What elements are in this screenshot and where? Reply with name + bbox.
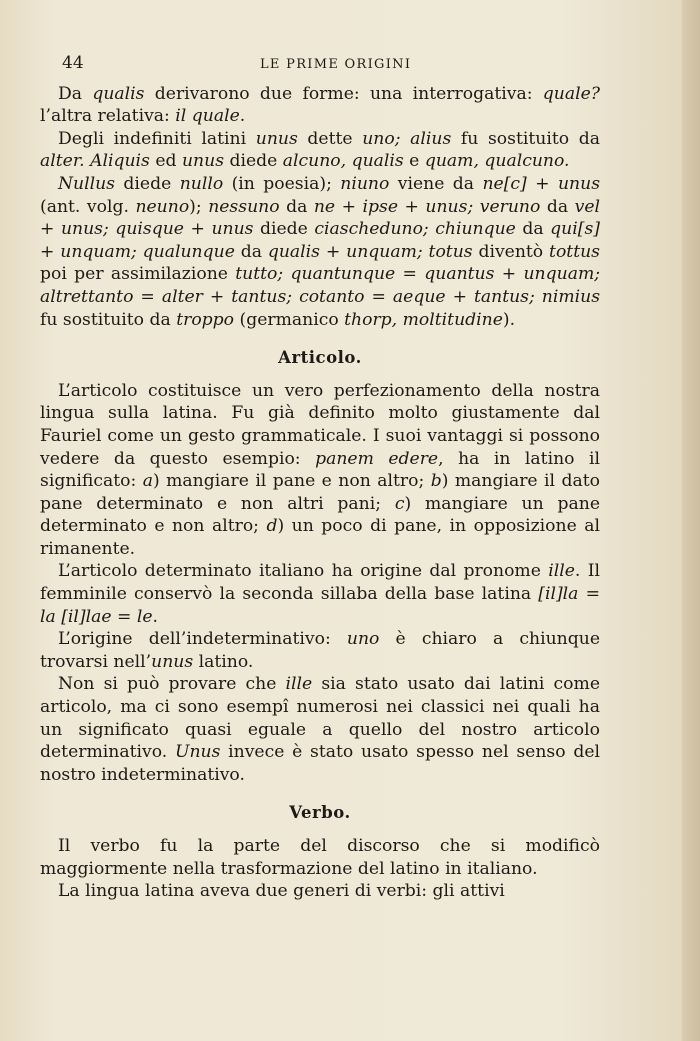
section-heading-articolo: Articolo. [278,348,362,368]
paragraph-verbo-intro: Il verbo fu la parte del discorso che si modificò maggiormente nella trasformazione del latino in italiano. [40,836,600,879]
section-heading-verbo: Verbo. [289,803,351,823]
page-edge-shadow [682,0,700,1041]
paragraph-qualis: Da qualis derivarono due forme: una interrogativa: quale? l’altra relativa: il quale. [40,83,600,127]
running-title: LE PRIME ORIGINI [260,57,412,72]
paragraph-articolo-determinato: L’articolo determinato italiano ha origine dal pronome ille. Il femminile conservò la seconda sillaba della base latina [il]la = la [il]lae = le. [40,561,600,627]
paragraph-nullus: Nullus diede nullo (in poesia); niuno viene da ne[c] + unus (ant. volg. neuno); nessuno da ne + ipse + unus; veruno da vel + unus; quisque + unus diede ciascheduno; chiunque da qui[s] + unquam; qualunque da qualis + unquam; totus diventò tottus poi per assimilazione tutto; quantunque = quantus + unquam; altrettanto = alter + tantus; cotanto = aeque + tantus; nimius fu sostituito da troppo (germanico thorp, moltitudine). [40,173,601,330]
paragraph-articolo-intro: L’articolo costituisce un vero perfezionamento della nostra lingua sulla latina. Fu già definito molto giustamente dal Fauriel come un gesto grammaticale. I suoi vantaggi si possono vedere da questo esempio: panem edere, ha in latino il significato: a) mangiare il pane e non altro; b) mangiare il dato pane determinato e non altri pani; c) mangiare un pane determinato e non altro; d) un poco di pane, in opposizione al rimanente. [40,380,600,559]
running-header [40,52,600,77]
paragraph-indefiniti: Degli indefiniti latini unus dette uno; alius fu sostituito da alter. Aliquis ed unus diede alcuno, qualis e quam, qualcuno. [40,128,600,172]
page-text-block [40,52,600,903]
paragraph-ille-unus: Non si può provare che ille sia stato usato dai latini come articolo, ma ci sono esempî numerosi nei classici nei quali ha un significato quasi eguale a quello del nostro articolo determinativo. Unus invece è stato usato spesso nel senso del nostro indeterminativo. [40,674,600,785]
page-number: 44 [62,53,84,73]
paragraph-verbo-generi: La lingua latina aveva due generi di verbi: gli attivi [58,881,505,902]
paragraph-indeterminativo: L’origine dell’indeterminativo: uno è chiaro a chiunque trovarsi nell’unus latino. [40,629,600,672]
